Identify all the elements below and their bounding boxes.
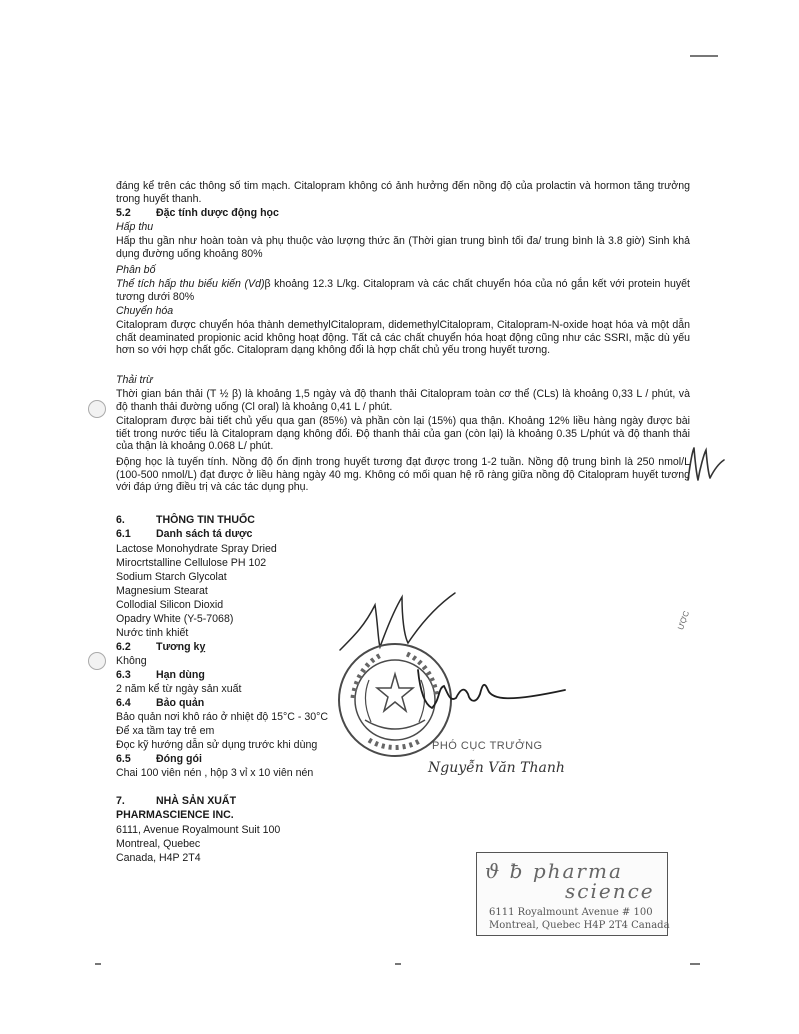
thaitru-p2: Citalopram được bài tiết chủ yếu qua gan (85%) và phần còn lại (15%) qua thận. Khoảng 12% liều hàng ngày được bài tiết trong nước tiểu là Citalopram dạng không đổi. Độ thanh thải của gan (còn lại) là khoảng 0.35 L/phút và độ thanh thải của thận là khoảng 0.068 L/ phút. bbox=[116, 415, 690, 452]
manufacturer-address-line: Montreal, Quebec bbox=[116, 838, 201, 850]
thaitru-p1: Thời gian bán thải (T ½ β) là khoảng 1,5 ngày và độ thanh thải Citalopram toàn cơ thể (CLs) là khoảng 0,33 L / phút, và độ thanh thải đường uống (Cl oral) là khoảng 0,41 L / phút. bbox=[116, 388, 690, 413]
stamp-logo-text: science bbox=[565, 879, 655, 903]
section-6-3-heading: 6.3 Hạn dùng bbox=[116, 669, 205, 681]
scan-speck bbox=[690, 963, 700, 965]
excipient-item: Collodial Silicon Dioxid bbox=[116, 599, 224, 611]
excipient-item: Lactose Monohydrate Spray Dried bbox=[116, 543, 277, 555]
section-6-4-heading: 6.4 Bảo quản bbox=[116, 697, 205, 709]
hapthu-label: Hấp thu bbox=[116, 221, 154, 233]
section-6-5-heading: 6.5 Đóng gói bbox=[116, 753, 202, 765]
excipient-item: Nước tinh khiết bbox=[116, 627, 189, 639]
stamp-logo-text: ϑ ƀ pharma bbox=[485, 859, 623, 883]
scan-speck bbox=[395, 963, 401, 965]
margin-initials-signature bbox=[680, 440, 730, 490]
chuyenhoa-label: Chuyển hóa bbox=[116, 305, 174, 317]
manufacturer-address-line: 6111, Avenue Royalmount Suit 100 bbox=[116, 824, 281, 836]
chuyenhoa-text: Citalopram được chuyển hóa thành demethylCitalopram, didemethylCitalopram, Citalopram-N-oxide hoạt hóa và một dẫn chất deaminated propionic acid không hoạt động. Tất cả các chất chuyển hóa hoạt động cũng như các SSRI, mặc dù yếu hơn so với hợp chất gốc. Citalopram dạng không đổi là hợp chất chủ yếu trong huyết tương. bbox=[116, 319, 690, 356]
storage-line: Để xa tầm tay trẻ em bbox=[116, 725, 215, 737]
storage-line: Bảo quản nơi khô ráo ở nhiệt độ 15°C - 30°C bbox=[116, 711, 329, 723]
section-7-heading: 7. NHÀ SẢN XUẤT bbox=[116, 795, 237, 807]
excipient-item: Mirocrtstalline Cellulose PH 102 bbox=[116, 557, 267, 569]
section-6-3-text: 2 năm kể từ ngày sản xuất bbox=[116, 683, 242, 695]
section-6-heading: 6. THÔNG TIN THUỐC bbox=[116, 514, 255, 526]
section-6-2-heading: 6.2 Tương kỵ bbox=[116, 641, 206, 653]
thaitru-label: Thải trừ bbox=[116, 374, 153, 386]
section-6-2-text: Không bbox=[116, 655, 147, 667]
phanbo-text: Thể tích hấp thu biểu kiến (Vd)β khoảng 12.3 L/kg. Citalopram và các chất chuyển hóa của nó gắn kết với protein huyết tương dưới 80% bbox=[116, 278, 691, 303]
company-stamp bbox=[476, 852, 668, 936]
official-name: Nguyễn Văn Thanh bbox=[428, 760, 565, 776]
punch-hole bbox=[88, 400, 106, 418]
section-6-5-text: Chai 100 viên nén , hộp 3 vỉ x 10 viên nén bbox=[116, 767, 314, 779]
stamp-address-line: Montreal, Quebec H4P 2T4 Canada bbox=[489, 920, 670, 931]
stamp-address-line: 6111 Royalmount Avenue # 100 bbox=[489, 907, 653, 918]
intro-paragraph: đáng kể trên các thông số tim mạch. Citalopram không có ảnh hưởng đến nồng độ của prolactin và hormon tăng trưởng trong huyết thanh. bbox=[116, 180, 690, 205]
hapthu-text: Hấp thu gần như hoàn toàn và phụ thuộc vào lượng thức ăn (Thời gian trung bình tối đa/ trung bình là 3.8 giờ) Sinh khả dụng đường uống khoảng 80% bbox=[116, 235, 690, 260]
thaitru-p3: Động học là tuyến tính. Nồng độ ổn định trong huyết tương đạt được trong 1-2 tuần. Nồng độ trung bình là 250 nmol/L (100-500 nmol/L) đạt được ở liều hàng ngày 40 mg. Không có mối quan hệ rõ ràng giữa nồng độ Citalopram huyết tương với đáp ứng điều trị và các tác dụng phụ. bbox=[116, 456, 690, 493]
punch-hole bbox=[88, 652, 106, 670]
section-5-2-heading: 5.2 Đặc tính dược động học bbox=[116, 207, 279, 219]
scan-speck bbox=[690, 55, 718, 57]
excipient-item: Opadry White (Y-5-7068) bbox=[116, 613, 234, 625]
director-signature bbox=[410, 660, 570, 720]
margin-stamp-fragment: ƯỢC bbox=[676, 609, 692, 632]
stamp-logo-icon: ϑ ƀ bbox=[485, 859, 533, 883]
manufacturer-address-line: Canada, H4P 2T4 bbox=[116, 852, 201, 864]
excipient-item: Sodium Starch Glycolat bbox=[116, 571, 227, 583]
official-title: PHÓ CỤC TRƯỞNG bbox=[432, 740, 543, 752]
scan-speck bbox=[95, 963, 101, 965]
phanbo-label: Phân bố bbox=[116, 264, 156, 276]
manufacturer-name: PHARMASCIENCE INC. bbox=[116, 809, 234, 821]
section-6-1-heading: 6.1 Danh sách tá dược bbox=[116, 528, 253, 540]
excipient-item: Magnesium Stearat bbox=[116, 585, 208, 597]
storage-line: Đọc kỹ hướng dẫn sử dụng trước khi dùng bbox=[116, 739, 318, 751]
